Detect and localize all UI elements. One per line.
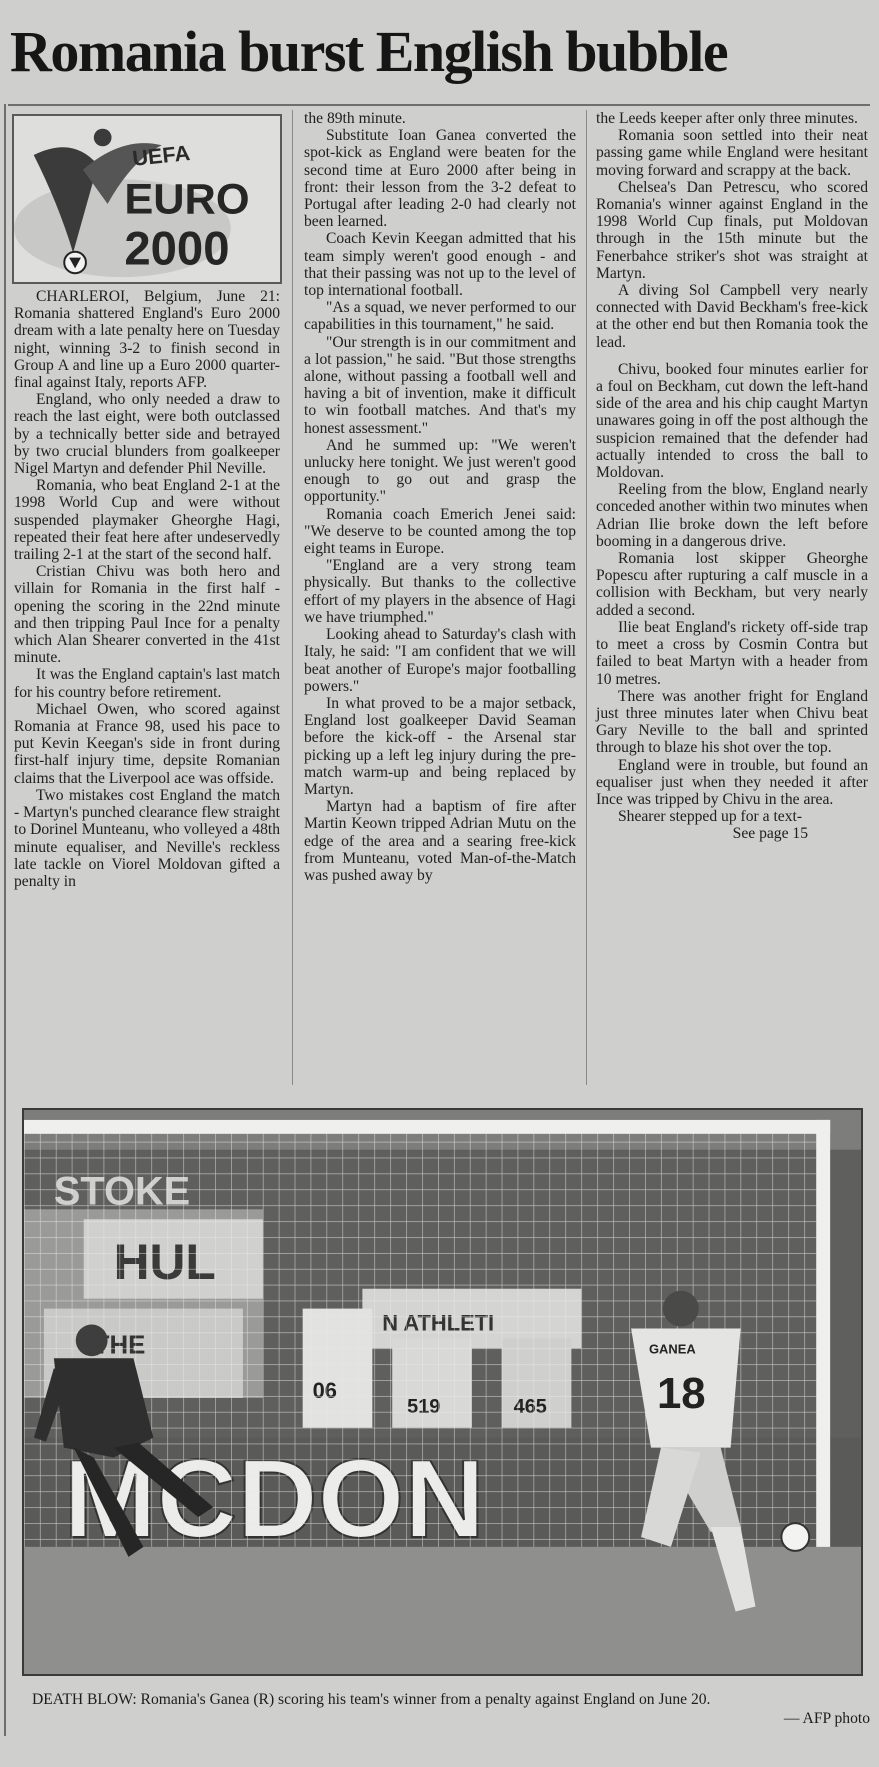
paragraph: the Leeds keeper after only three minutes. bbox=[596, 110, 858, 127]
paragraph: Martyn had a baptism of fire after Martin Keown tripped Adrian Mutu on the edge of the area and a searing free-kick from Munteanu, voted Man-of-the-Match was pushed away by bbox=[304, 798, 576, 884]
paragraph: Cristian Chivu was both hero and villain for Romania in the first half - opening the scoring in the 22nd minute and then tripping Paul Ince for a penalty which Alan Shearer converted in the 41st minute. bbox=[14, 563, 280, 667]
left-border-rule bbox=[4, 104, 6, 1736]
logo-org-text: UEFA bbox=[131, 140, 192, 171]
headline: Romania burst English bubble bbox=[10, 19, 728, 84]
paragraph: Romania soon settled into their neat passing game while England were hesitant moving forward and scrappy at the back. bbox=[596, 127, 868, 179]
logo-line1-text: EURO bbox=[124, 175, 250, 224]
paragraph: In what proved to be a major setback, England lost goalkeeper David Seaman before the kick-off - the Arsenal star picking up a left leg injury during the pre-match warm-up and being replaced by Martyn. bbox=[304, 694, 576, 798]
article-column-1 bbox=[14, 288, 280, 890]
paragraph: Reeling from the blow, England nearly conceded another within two minutes when Adrian Ilie broke down the left before booming in a dangerous drive. bbox=[596, 481, 868, 550]
article-column-2 bbox=[304, 110, 576, 884]
column-divider bbox=[292, 110, 293, 1085]
caption-text: DEATH BLOW: Romania's Ganea (R) scoring his team's winner from a penalty against England on June 20. bbox=[32, 1691, 711, 1708]
paragraph: Shearer stepped up for a text- bbox=[618, 808, 803, 826]
logo-line2-text: 2000 bbox=[124, 221, 230, 275]
paragraph: CHARLEROI, Belgium, June 21: Romania shattered England's Euro 2000 dream with a late penalty here on Tuesday night, winning 3-2 to finish second in Group A and line up a Euro 2000 quarter-final against Italy, reports AFP. bbox=[14, 288, 280, 392]
paragraph: "As a squad, we never performed to our capabilities in this tournament," he said. bbox=[304, 299, 576, 334]
paragraph: Romania coach Emerich Jenei said: "We deserve to be counted among the top eight teams in Europe. bbox=[304, 505, 576, 558]
paragraph: Romania lost skipper Gheorghe Popescu after rupturing a calf muscle in a collision with Beckham, but very nearly added a second. bbox=[596, 550, 868, 619]
paragraph: the 89th minute. bbox=[304, 110, 406, 127]
paragraph: A diving Sol Campbell very nearly connected with David Beckham's free-kick at the other end but then Romania took the lead. bbox=[596, 282, 868, 351]
article-column-3 bbox=[596, 110, 868, 843]
column-divider bbox=[586, 110, 587, 1085]
player-shirt-number: 18 bbox=[656, 1368, 706, 1418]
paragraph: Coach Kevin Keegan admitted that his team simply weren't good enough - and that their passing was not up to the level of top international football. bbox=[304, 230, 576, 300]
paragraph: Looking ahead to Saturday's clash with Italy, he said: "I am confident that we will beat another of Europe's major footballing powers." bbox=[304, 626, 576, 695]
paragraph: Michael Owen, who scored against Romania at France 98, used his pace to put Kevin Keegan's side in front during first-half injury time, depsite Romanian claims that the Liverpool ace was offside. bbox=[14, 700, 280, 787]
paragraph: Chivu, booked four minutes earlier for a foul on Beckham, cut down the left-hand side of the area and his chip caught Martyn unawares going in off the post although the suspicion remained that the defender had actually intended to cross the ball to Moldovan. bbox=[596, 360, 868, 482]
continued-notice: See page 15 bbox=[732, 825, 808, 843]
photo-caption bbox=[32, 1690, 870, 1728]
paragraph: "England are a very strong team physically. But thanks to the collective effort of my players in the absence of Hagi we have triumphed." bbox=[304, 557, 576, 626]
paragraph: Chelsea's Dan Petrescu, who scored Romania's winner against England in the 1998 World Cup finals, put Moldovan through in the 15th minute but the Fenerbahce striker's shot was straight at Martyn. bbox=[596, 178, 868, 282]
paragraph: England were in trouble, but found an equaliser just when they needed it after Ince was tripped by Chivu in the area. bbox=[596, 756, 868, 808]
euro-2000-logo bbox=[12, 114, 282, 284]
paragraph: Romania, who beat England 2-1 at the 1998 World Cup and were without suspended playmaker Gheorghe Hagi, repeated their feat here after undeservedly trailing 2-1 at the start of the second half. bbox=[14, 477, 280, 564]
top-rule bbox=[8, 104, 870, 106]
paragraph: "Our strength is in our commitment and a lot passion," he said. "But those strengths alone, without passing a football well and having a bit of invention, make it difficult to win football matches. And that's my honest assessment." bbox=[304, 333, 576, 437]
paragraph: It was the England captain's last match for his country before retirement. bbox=[14, 666, 280, 701]
paragraph: There was another fright for England just three minutes later when Chivu beat Gary Neville to the ball and sprinted through to blaze his shot over the top. bbox=[596, 687, 868, 757]
euro-2000-logo-graphic bbox=[14, 116, 280, 282]
penalty-photo-graphic bbox=[24, 1110, 861, 1674]
player-shirt-name: GANEA bbox=[649, 1341, 696, 1357]
paragraph: England, who only needed a draw to reach the last eight, were both outclassed by a technically better side and betrayed by two crucial blunders from goalkeeper Nigel Martyn and defender Phil Neville. bbox=[14, 391, 280, 478]
paragraph: Substitute Ioan Ganea converted the spot-kick as England were beaten for the second time at Euro 2000 after being in front: their lesson from the 3-2 defeat to Portugal after leading 2-0 had clearly not been learned. bbox=[304, 127, 576, 231]
photo-credit: — AFP photo bbox=[783, 1710, 870, 1727]
paragraph: And he summed up: "We weren't unlucky here tonight. We just weren't good enough to go out and grasp the opportunity." bbox=[304, 436, 576, 506]
match-photo bbox=[22, 1108, 863, 1676]
paragraph: Two mistakes cost England the match - Martyn's punched clearance flew straight to Dorinel Munteanu, who volleyed a 48th minute equaliser, and Neville's reckless late tackle on Viorel Moldovan gifted a penalty in bbox=[14, 786, 280, 890]
paragraph: Ilie beat England's rickety off-side trap to meet a cross by Cosmin Contra but failed to beat Martyn with a header from 10 metres. bbox=[596, 618, 868, 688]
